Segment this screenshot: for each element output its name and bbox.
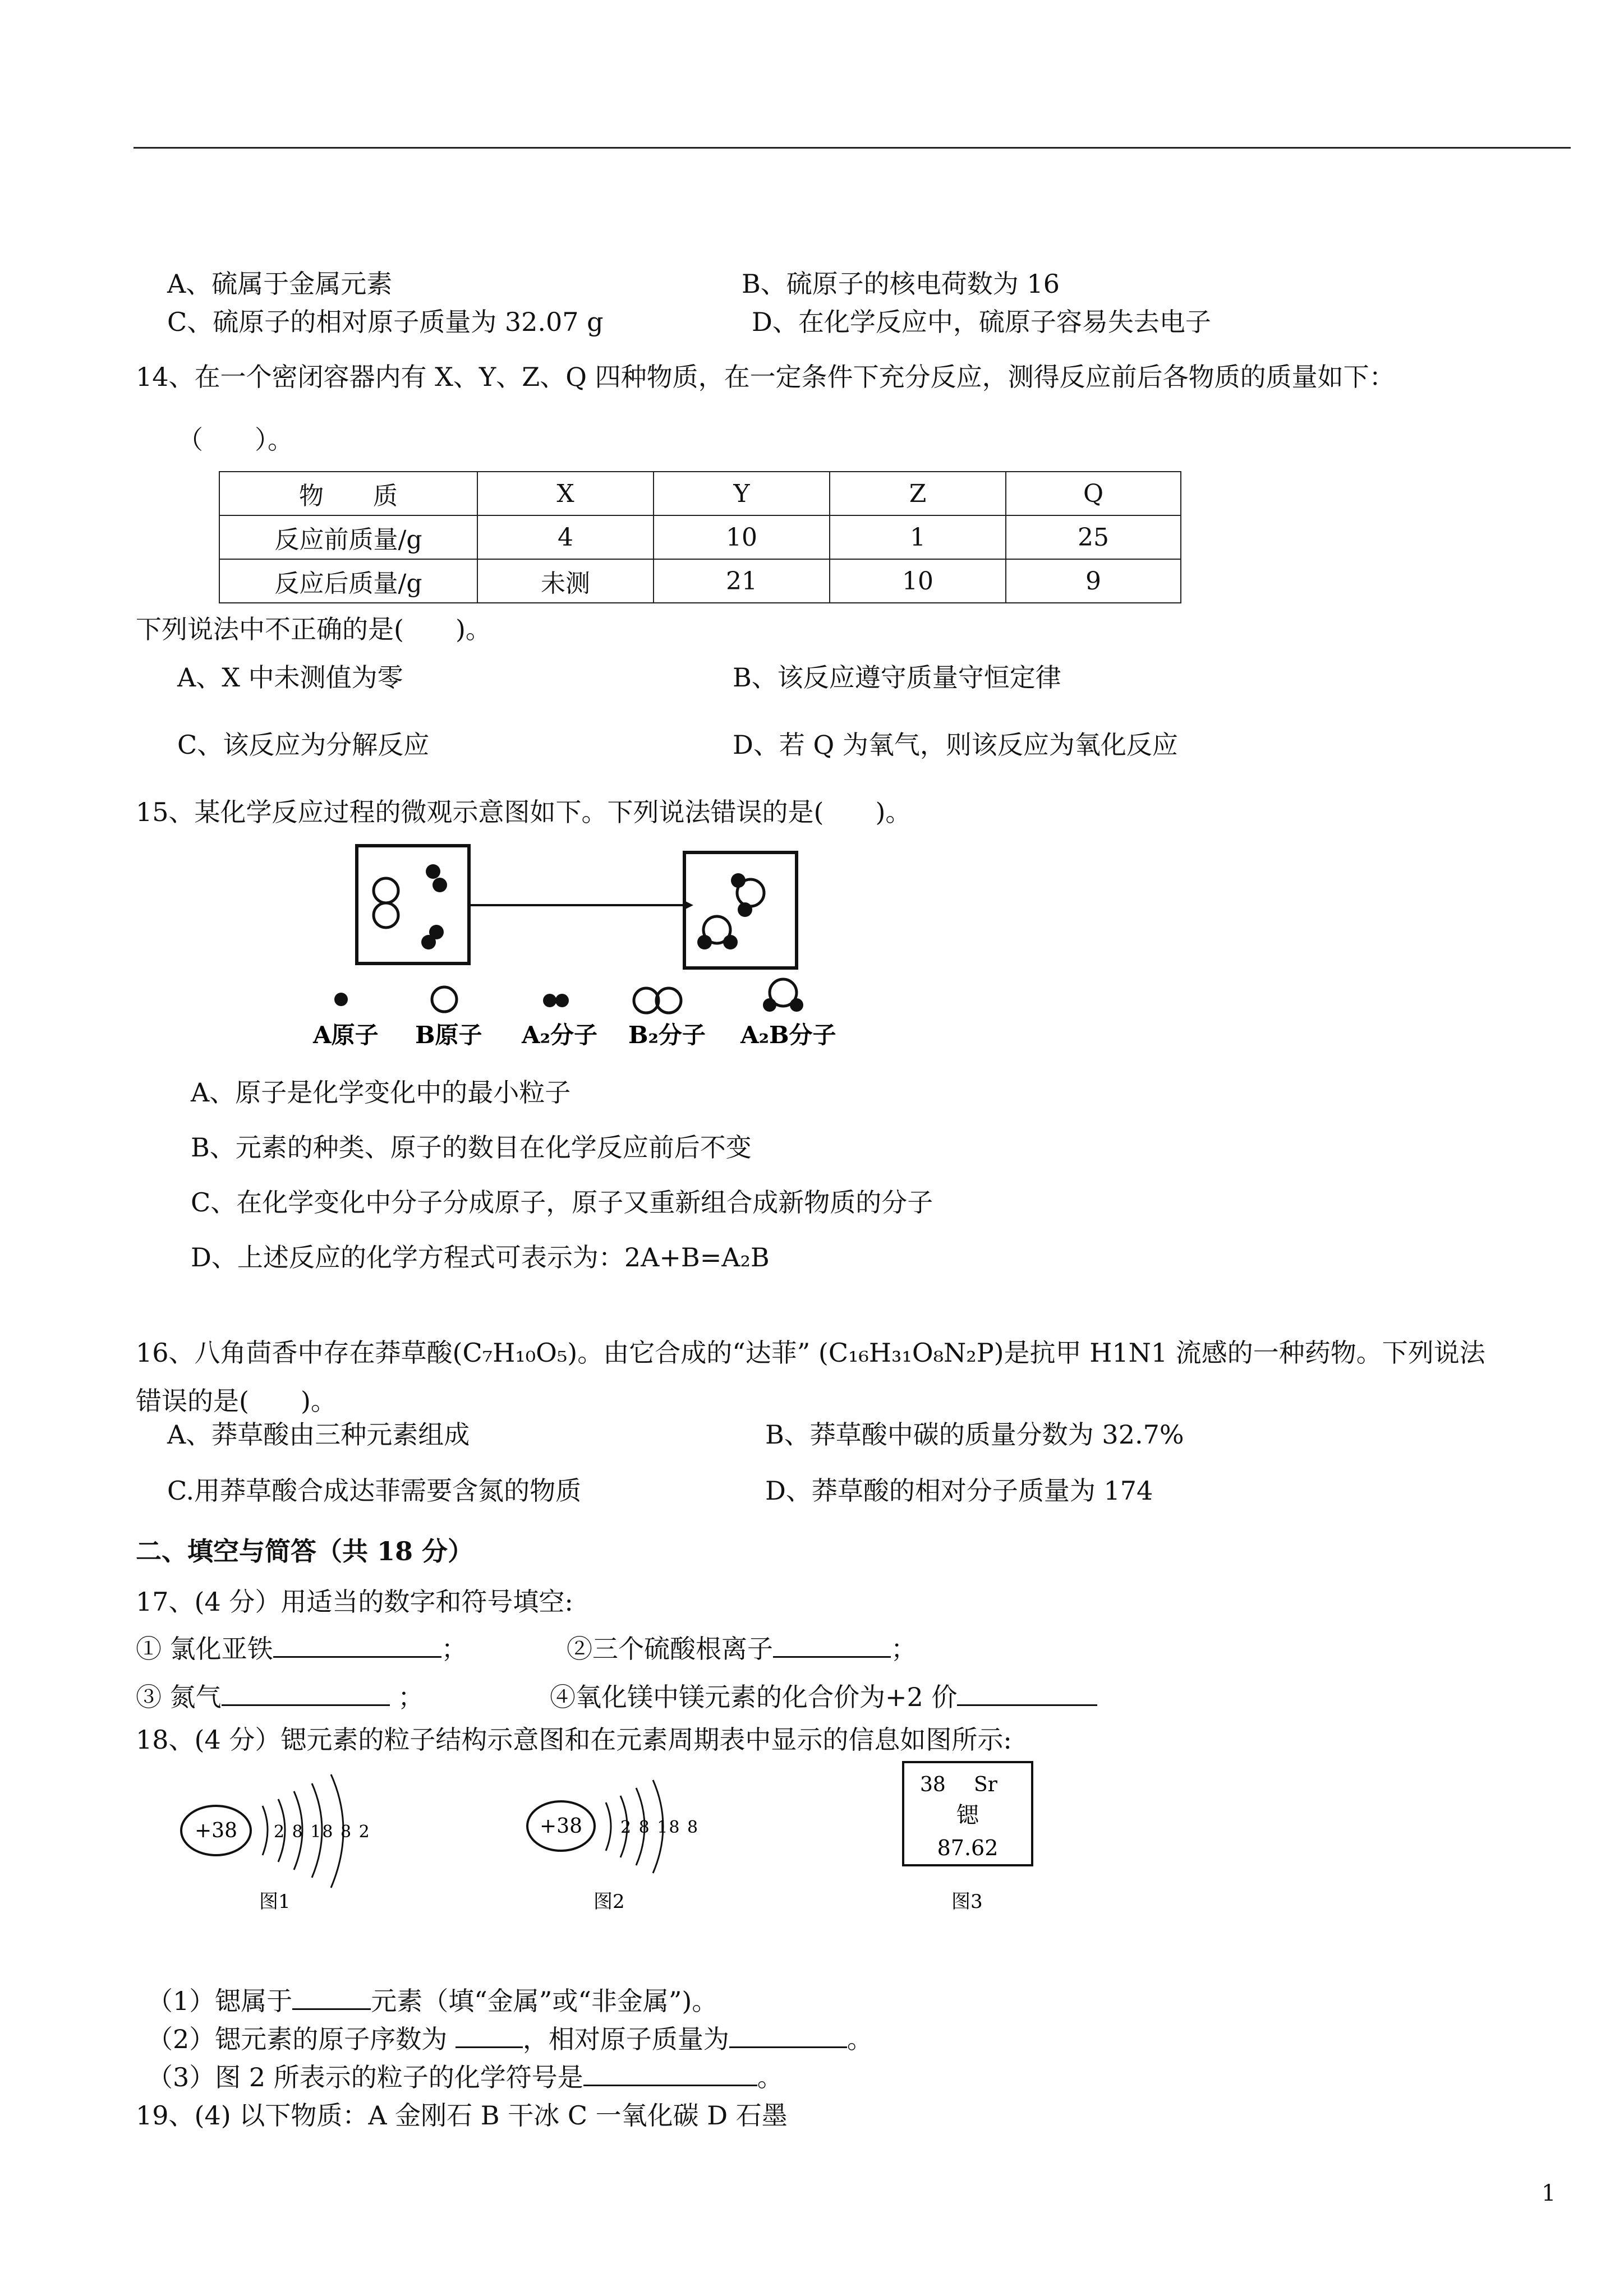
table-cell: 21 <box>654 559 830 603</box>
table-header-row <box>219 472 1181 515</box>
q18-sub2 <box>147 2023 873 2055</box>
b2-molecule <box>374 878 398 928</box>
punctuation: ； <box>398 1682 424 1712</box>
element-name: 锶 <box>956 1802 979 1828</box>
q17-item-1: ① 氯化亚铁 <box>136 1634 273 1664</box>
legend-label: A₂分子 <box>522 1021 597 1049</box>
answer-blank[interactable] <box>292 1986 371 2010</box>
table-cell: 物 质 <box>219 472 477 515</box>
table-cell: X <box>477 472 654 515</box>
q17-line1b <box>567 1633 917 1665</box>
answer-blank[interactable] <box>729 2024 847 2048</box>
header-rule <box>134 147 1571 149</box>
table-cell: 1 <box>830 515 1006 559</box>
q13-option-a: A、硫属于金属元素 <box>167 269 393 299</box>
q16-stem-line1: 16、八角茴香中存在莽草酸(C₇H₁₀O₅)。由它合成的“达菲” (C₁₆H₃₁O₈N₂P)是抗甲 H1N1 流感的一种药物。下列说法 <box>136 1338 1485 1368</box>
legend-label: B原子 <box>415 1021 482 1049</box>
answer-blank[interactable] <box>222 1682 390 1706</box>
q18-sub3 <box>147 2062 783 2093</box>
a2b-molecule <box>731 873 764 917</box>
q16-option-b: B、莽草酸中碳的质量分数为 32.7% <box>765 1419 1184 1450</box>
table-cell: 4 <box>477 515 654 559</box>
table-cell: 反应后质量/g <box>219 559 477 603</box>
q14-question: 下列说法中不正确的是( )。 <box>136 614 491 644</box>
punctuation: ； <box>441 1634 467 1664</box>
answer-blank[interactable] <box>456 2024 523 2048</box>
atomic-number: 38 <box>920 1773 946 1796</box>
q15-option-d: D、上述反应的化学方程式可表示为：2A+B=A₂B <box>191 1242 770 1273</box>
q14-stem: 14、在一个密闭容器内有 X、Y、Z、Q 四种物质，在一定条件下充分反应，测得反应前后各物质的质量如下： <box>136 362 1395 392</box>
nucleus-charge: +38 <box>195 1819 237 1842</box>
element-symbol: Sr <box>974 1773 997 1796</box>
b-atom-icon <box>432 987 457 1012</box>
question-text: （2）锶元素的原子序数为 <box>147 2024 448 2054</box>
q14-option-a: A、X 中未测值为零 <box>177 662 403 693</box>
periodic-table-cell <box>903 1762 1032 1913</box>
table-cell: 10 <box>654 515 830 559</box>
section-heading: 二、填空与简答（共 18 分） <box>136 1536 474 1566</box>
a-atom-icon <box>334 993 348 1006</box>
q13-option-b: B、硫原子的核电荷数为 16 <box>742 269 1060 299</box>
question-text: 。 <box>846 2024 873 2054</box>
q17-line1 <box>136 1633 467 1665</box>
question-text: ，相对原子质量为 <box>522 2024 729 2054</box>
figure-caption: 图2 <box>594 1891 625 1913</box>
q18-stem: 18、(4 分）锶元素的粒子结构示意图和在元素周期表中显示的信息如图所示: <box>136 1725 1012 1755</box>
q14-option-d: D、若 Q 为氧气，则该反应为氧化反应 <box>733 730 1178 760</box>
answer-blank[interactable] <box>957 1682 1097 1706</box>
table-row <box>219 515 1181 559</box>
q14-mass-table <box>219 471 1181 603</box>
table-cell: 反应前质量/g <box>219 515 477 559</box>
legend-label: A₂B分子 <box>740 1021 836 1049</box>
q16-option-c: C.用莽草酸合成达菲需要含氮的物质 <box>167 1476 582 1506</box>
sr-ion-diagram <box>527 1780 699 1913</box>
punctuation: ； <box>891 1634 917 1664</box>
q15-option-c: C、在化学变化中分子分成原子，原子又重新组合成新物质的分子 <box>191 1187 933 1218</box>
q15-reaction-diagram <box>303 841 864 1066</box>
q15-option-a: A、原子是化学变化中的最小粒子 <box>191 1077 571 1108</box>
legend-label: A原子 <box>313 1021 379 1049</box>
question-text: （3）图 2 所表示的粒子的化学符号是 <box>147 2062 583 2092</box>
a2b-molecule-icon <box>763 979 803 1012</box>
table-cell: Y <box>654 472 830 515</box>
electron-config: 2 8 18 8 2 <box>274 1822 371 1842</box>
b2-molecule-icon <box>634 988 681 1013</box>
q17-stem: 17、(4 分）用适当的数字和符号填空: <box>136 1587 573 1617</box>
table-cell: Q <box>1006 472 1181 515</box>
figure-caption: 图3 <box>951 1891 983 1913</box>
table-cell: 未测 <box>477 559 654 603</box>
q14-option-c: C、该反应为分解反应 <box>177 730 430 760</box>
electron-config: 2 8 18 8 <box>620 1818 700 1837</box>
q17-item-4: ④氧化镁中镁元素的化合价为+2 价 <box>550 1682 958 1712</box>
a2-molecule-icon <box>543 994 569 1007</box>
q13-option-c: C、硫原子的相对原子质量为 32.07 g <box>167 307 604 337</box>
atomic-mass: 87.62 <box>937 1836 999 1860</box>
answer-blank[interactable] <box>583 2062 757 2086</box>
sr-atom-diagram <box>181 1774 371 1913</box>
table-cell: 25 <box>1006 515 1181 559</box>
q15-option-b: B、元素的种类、原子的数目在化学反应前后不变 <box>191 1132 752 1163</box>
table-cell: 9 <box>1006 559 1181 603</box>
a2b-molecule <box>697 916 738 949</box>
q16-stem-line2: 错误的是( )。 <box>136 1386 337 1416</box>
legend-label: B₂分子 <box>628 1021 706 1049</box>
q17-line2 <box>136 1681 424 1713</box>
q18-sub1 <box>147 1985 717 2017</box>
answer-blank[interactable] <box>773 1634 891 1658</box>
answer-blank[interactable] <box>273 1634 441 1658</box>
q17-item-3: ③ 氮气 <box>136 1682 222 1712</box>
a2-molecule <box>426 864 447 892</box>
q14-paren: （ ）。 <box>177 425 293 455</box>
table-cell: 10 <box>830 559 1006 603</box>
a2-molecule <box>421 925 444 949</box>
q13-option-d: D、在化学反应中，硫原子容易失去电子 <box>752 307 1211 337</box>
table-cell: Z <box>830 472 1006 515</box>
q15-stem: 15、某化学反应过程的微观示意图如下。下列说法错误的是( )。 <box>136 797 912 827</box>
figure-caption: 图1 <box>259 1891 291 1913</box>
question-text: （1）锶属于 <box>147 1986 293 2016</box>
table-row <box>219 559 1181 603</box>
q16-option-a: A、莽草酸由三种元素组成 <box>167 1419 470 1450</box>
q14-option-b: B、该反应遵守质量守恒定律 <box>733 662 1061 693</box>
nucleus-charge: +38 <box>540 1815 582 1838</box>
reactant-box <box>357 846 469 963</box>
q18-figures <box>168 1761 1066 1924</box>
q16-option-d: D、莽草酸的相对分子质量为 174 <box>765 1476 1153 1506</box>
q17-item-2: ②三个硫酸根离子 <box>567 1634 773 1664</box>
page-number: 1 <box>1542 2180 1556 2206</box>
q19-stem: 19、(4) 以下物质：A 金刚石 B 干冰 C 一氧化碳 D 石墨 <box>136 2100 788 2131</box>
q17-line2b <box>550 1681 1097 1713</box>
question-text: 元素（填“金属”或“非金属”)。 <box>371 1986 718 2016</box>
question-text: 。 <box>757 2062 783 2092</box>
